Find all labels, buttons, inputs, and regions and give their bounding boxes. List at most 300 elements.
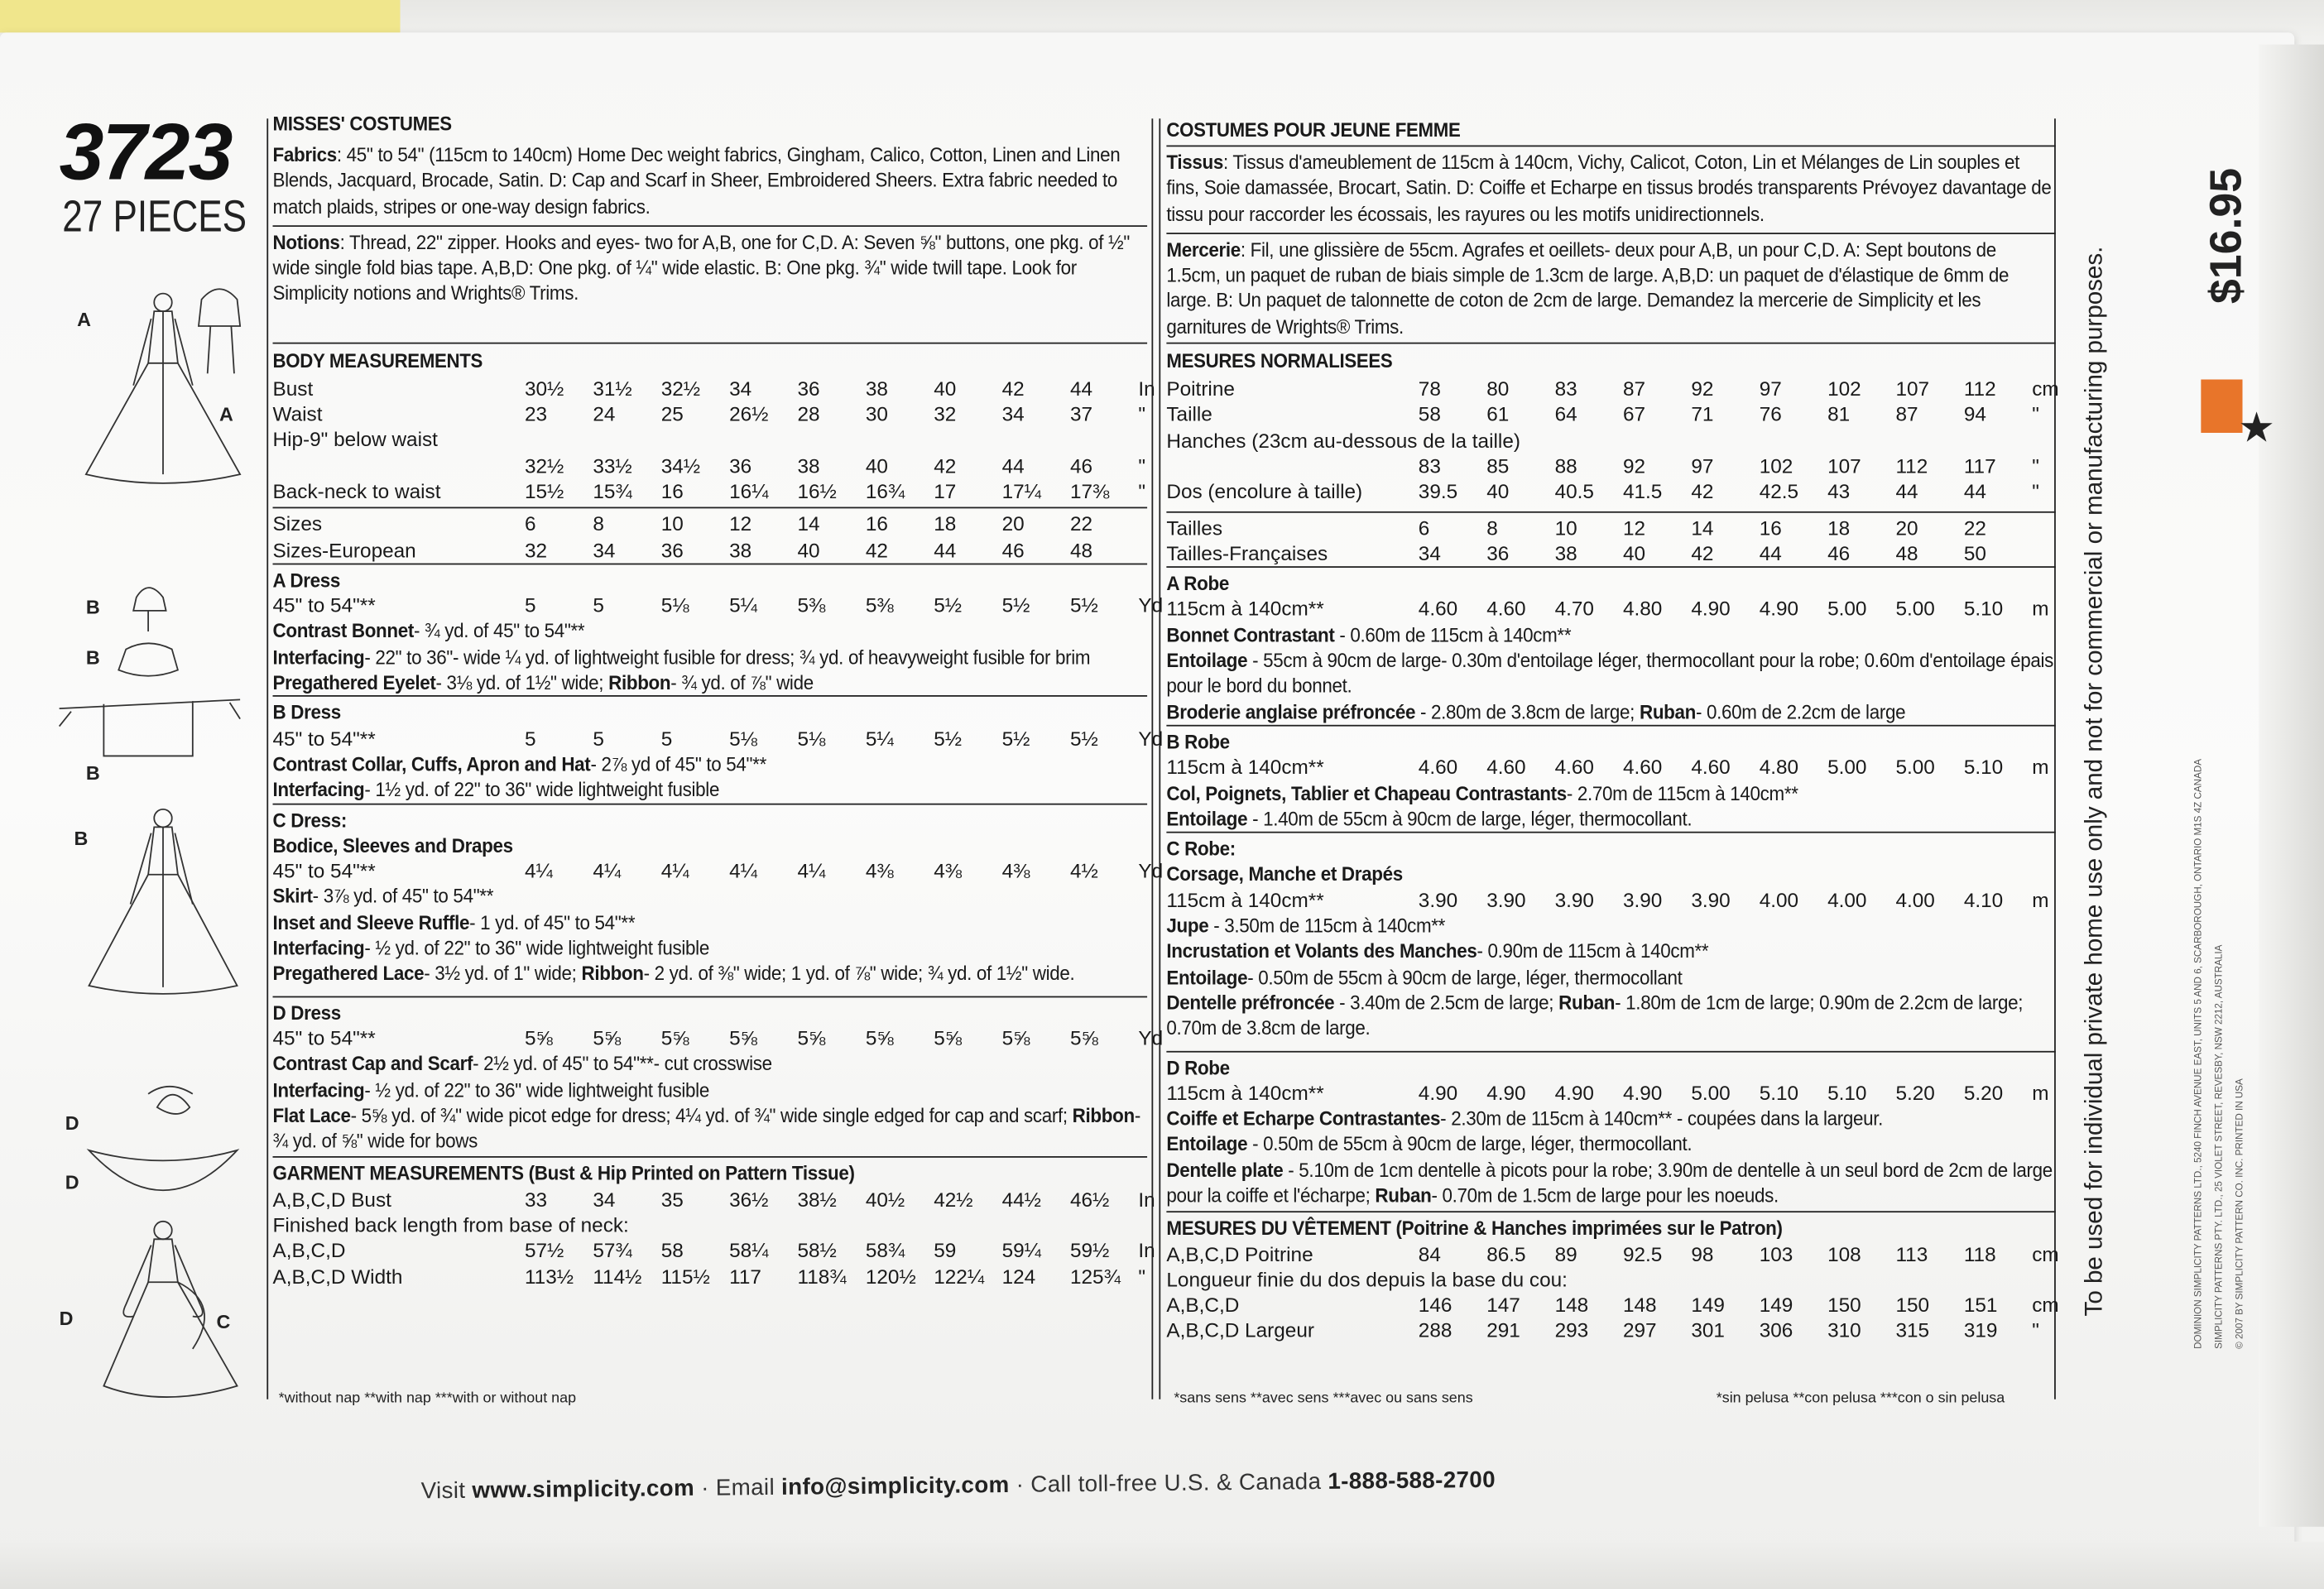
row-label: A,B,C,D <box>272 1239 346 1262</box>
cell-value: 44½ <box>1001 1188 1041 1211</box>
fr-c-line3 <box>1166 964 2054 990</box>
fr-body-table <box>1166 377 2077 505</box>
table-row <box>273 511 1184 537</box>
fr-a-robe <box>1166 566 2055 724</box>
cell-value: 83 <box>1418 454 1441 478</box>
cell-value: 4.60 <box>1486 598 1526 621</box>
fr-d-line2 <box>1166 1131 2054 1157</box>
view-letter-b-collar: B <box>85 646 100 669</box>
en-a-dress <box>272 563 1164 695</box>
cell-value: 16½ <box>797 480 837 503</box>
cell-value: 5.10 <box>1827 1082 1867 1104</box>
unit-label: m <box>2032 598 2049 621</box>
cell-value: 107 <box>1895 377 1930 401</box>
cell-value: 8 <box>593 513 604 536</box>
table-row <box>1166 755 2077 780</box>
es-footnote: *sin pelusa **con pelusa ***con o sin pelusa <box>1716 1390 2005 1407</box>
table-row <box>273 537 1184 563</box>
address-line-2: SIMPLICITY PATTERNS PTY. LTD., 25 VIOLET STREET, REVESBY, NSW 2212, AUSTRALIA <box>2214 944 2226 1349</box>
cell-value: 32 <box>524 539 548 562</box>
fr-b-title: B Robe <box>1166 730 1230 753</box>
row-label: Finished back length from base of neck: <box>272 1213 629 1236</box>
cell-value: 17¼ <box>1001 480 1041 503</box>
fr-garment-measurements <box>1166 1212 2059 1344</box>
cell-value: 4.60 <box>1418 598 1458 621</box>
en-c-sub: Bodice, Sleeves and Drapes <box>272 834 513 857</box>
fr-d-line3 <box>1166 1157 2054 1208</box>
row-label: Hip-9" below waist <box>272 429 438 452</box>
cell-value: 57¾ <box>593 1239 632 1262</box>
cell-value: 5⅝ <box>797 1027 826 1049</box>
sketch-d-dress <box>103 1222 237 1397</box>
en-a-line3 <box>273 670 1146 696</box>
fr-c-line2 <box>1166 939 2054 964</box>
en-a-line1 <box>273 619 1146 645</box>
view-letter-d-cap: D <box>65 1111 79 1135</box>
cell-value: 43 <box>1827 480 1851 503</box>
fr-mercerie-section <box>1166 233 2055 339</box>
en-body-table <box>273 377 1184 505</box>
cell-value: 4½ <box>1069 860 1098 882</box>
cell-value: 89 <box>1554 1242 1577 1265</box>
row-label: 45" to 54"** <box>272 860 376 882</box>
cell-value: 149 <box>1691 1294 1725 1317</box>
fr-c-l2-text: - 0.90m de 115cm à 140cm** <box>1477 940 1709 963</box>
fr-d-l2-text: - 0.50m de 55cm à 90cm de large, léger, thermocollant. <box>1247 1133 1693 1155</box>
table-row <box>273 1264 1184 1289</box>
price-color-square <box>2201 380 2242 433</box>
cell-value: 25 <box>660 403 684 426</box>
cell-value: 146 <box>1418 1294 1452 1317</box>
cell-value: 4.60 <box>1554 756 1594 779</box>
table-row <box>1166 428 2077 454</box>
fr-body-measurements <box>1166 343 2059 505</box>
cell-value: 5 <box>524 594 536 617</box>
cell-value: 67 <box>1622 403 1646 426</box>
unit-label: In <box>1138 1239 1155 1262</box>
view-letter-c-dress: C <box>216 1310 231 1333</box>
en-c-l4b-text: - 2 yd. of ⅜" wide; 1 yd. of ⅞" wide; ¾ yd. of 1½" wide. <box>643 962 1075 985</box>
cell-value: 8 <box>1486 516 1498 540</box>
cell-value: 39.5 <box>1418 480 1458 503</box>
cell-value: 4¼ <box>524 860 553 882</box>
en-b-title: B Dress <box>272 701 341 724</box>
cell-value: 4.90 <box>1486 1082 1526 1104</box>
envelope-right-edge <box>2259 45 2324 1527</box>
row-label: Dos (encolure à taille) <box>1166 480 1363 503</box>
french-column <box>1166 110 2059 1345</box>
cell-value: 14 <box>1691 516 1714 540</box>
fr-c-l1-text: - 3.50m de 115cm à 140cm** <box>1208 915 1446 937</box>
en-d-l3-text: - 5⅝ yd. of ¾" wide picot edge for dress; 4¼ yd. of ¾" wide single edged for cap and scarf; <box>350 1103 1073 1126</box>
en-notions-text: : Thread, 22" zipper. Hooks and eyes- two for A,B, one for C,D. A: Seven ⅝" buttons, one pkg. of ½" wide single fold bias tape. A,B,D: One pkg. of ¼" wide elastic. B: One pkg. ¾" wide twill tape. Look for Simplicity notions and Wrights® Trims. <box>272 231 1130 305</box>
en-b-l2-text: - 1½ yd. of 22" to 36" wide lightweight fusible <box>364 778 720 801</box>
cell-value: 4.70 <box>1554 598 1594 621</box>
row-label: Longueur finie du dos depuis la base du cou: <box>1166 1268 1568 1291</box>
table-row <box>1166 454 2077 479</box>
cell-value: 20 <box>1895 516 1918 540</box>
en-c-line2 <box>273 910 1146 935</box>
cell-value: 4.90 <box>1622 1082 1663 1104</box>
cell-value: 125¾ <box>1069 1265 1121 1288</box>
cell-value: 5½ <box>934 594 963 617</box>
row-label: Back-neck to waist <box>272 480 441 503</box>
cell-value: 46½ <box>1069 1188 1110 1211</box>
cell-value: 4¼ <box>593 860 622 882</box>
cell-value: 31½ <box>593 377 632 401</box>
row-label: A,B,C,D Largeur <box>1166 1319 1314 1342</box>
fr-b-yardage <box>1166 755 2077 780</box>
cell-value: 3.90 <box>1486 889 1526 911</box>
cell-value: 5¼ <box>865 727 894 750</box>
en-a-l3-text: - 3⅛ yd. of 1½" wide; <box>435 671 609 694</box>
fr-c-robe <box>1166 832 2055 1041</box>
en-d-l1-label: Contrast Cap and Scarf <box>272 1053 473 1075</box>
table-row <box>1166 1080 2077 1106</box>
cell-value: 85 <box>1486 454 1510 478</box>
cell-value: 38 <box>865 377 888 401</box>
cell-value: 46 <box>1069 454 1093 478</box>
cell-value: 88 <box>1554 454 1577 478</box>
fr-sizes-table <box>1166 516 2077 567</box>
cell-value: 5½ <box>934 727 963 750</box>
table-row <box>1166 1293 2077 1318</box>
fr-c-title: C Robe: <box>1166 838 1236 861</box>
cell-value: 4.90 <box>1554 1082 1594 1104</box>
fr-b-line1 <box>1166 780 2054 806</box>
cell-value: 5.00 <box>1691 1082 1731 1104</box>
en-a-line2 <box>273 645 1146 670</box>
cell-value: 42.5 <box>1759 480 1799 503</box>
cell-value: 64 <box>1554 403 1577 426</box>
en-c-l4b-label: Ribbon <box>581 962 644 985</box>
unit-label: Yd <box>1138 594 1164 617</box>
cell-value: 42½ <box>934 1188 973 1211</box>
cell-value: 32½ <box>660 377 701 401</box>
en-c-l4-label: Pregathered Lace <box>272 962 425 985</box>
cell-value: 15½ <box>524 480 564 503</box>
fr-a-title: A Robe <box>1166 572 1229 595</box>
fr-b-l1-label: Col, Poignets, Tablier et Chapeau Contrastants <box>1166 781 1567 804</box>
fr-c-l4b-text: - 1.80m de 1cm de large; 0.90m de 2.2cm de large; 0.70m de 3.8cm de large. <box>1166 991 2024 1039</box>
cell-value: 92 <box>1622 454 1646 478</box>
table-row <box>273 1025 1184 1051</box>
cell-value: 58 <box>660 1239 684 1262</box>
view-letter-d-scarf: D <box>65 1170 79 1193</box>
view-letter-b-hat: B <box>85 596 100 618</box>
fr-tissus-text: : Tissus d'ameublement de 115cm à 140cm, Vichy, Calicot, Coton, Lin et Mélanges de Lin souples et fins, Soie damassée, Brocart, Satin. D: Coiffe et Echarpe en tissus brodés transparents Prévoyez davantage de tissu pour raccorder les écossais, les rayures ou les motifs unidirectionnels. <box>1166 151 2052 225</box>
fr-mercerie-label: Mercerie <box>1166 238 1241 262</box>
cell-value: 28 <box>797 403 820 426</box>
en-a-l3b-label: Ribbon <box>608 671 671 694</box>
cell-value: 22 <box>1069 513 1093 536</box>
fr-c-yardage <box>1166 887 2077 913</box>
cell-value: 87 <box>1895 403 1918 426</box>
cell-value: 113½ <box>524 1265 574 1288</box>
fr-title: COSTUMES POUR JEUNE FEMME <box>1166 118 1461 142</box>
row-label: Tailles <box>1166 516 1223 540</box>
cell-value: 301 <box>1691 1319 1725 1342</box>
en-c-line1 <box>273 884 1146 910</box>
cell-value: 41.5 <box>1622 480 1663 503</box>
en-a-l3-label: Pregathered Eyelet <box>272 671 436 694</box>
fr-garment-table <box>1166 1241 2077 1344</box>
yellow-strip <box>0 0 401 32</box>
fr-d-l3b-text: - 0.70m de 1.5cm de large pour les noeuds. <box>1431 1184 1779 1207</box>
cell-value: 84 <box>1418 1242 1441 1265</box>
cell-value: 4.10 <box>1963 889 2004 911</box>
en-d-title: D Dress <box>272 1001 341 1024</box>
row-label: Hanches (23cm au-dessous de la taille) <box>1166 429 1520 452</box>
row-label <box>273 453 525 478</box>
unit-label: cm <box>2032 1294 2059 1317</box>
en-c-title: C Dress: <box>272 809 347 831</box>
table-row <box>273 858 1184 884</box>
cell-value: 117 <box>1963 454 1996 478</box>
cell-value: 38 <box>1554 542 1577 565</box>
fr-mercerie-text: : Fil, une glissière de 55cm. Agrafes et oeillets- deux pour A,B, un pour C,D. A: Sept boutons de 1.5cm, un paquet de ruban de biais simple de 1.3cm de large. A,B,D: un paquet de d'élastique de 6mm de large. B: Un paquet de talonnette de coton de 2cm de large. Demandez la mercerie de Simplicity et les garnitures de Wrights® Trims. <box>1166 238 2009 338</box>
fr-a-l2-text: - 55cm à 90cm de large- 0.30m d'entoilage léger, thermocollant pour la robe; 0.60m d'entoilage épais pour le bord du bonnet. <box>1166 649 2053 698</box>
table-row <box>1166 516 2077 541</box>
cell-value: 36 <box>660 539 684 562</box>
cell-value: 44 <box>1895 480 1918 503</box>
cell-value: 35 <box>660 1188 684 1211</box>
cell-value: 3.90 <box>1418 889 1458 911</box>
cell-value: 149 <box>1759 1294 1793 1317</box>
cell-value: 102 <box>1759 454 1793 478</box>
cell-value: 306 <box>1759 1319 1793 1342</box>
cell-value: 5⅝ <box>1001 1027 1030 1049</box>
cell-value: 4⅜ <box>865 860 894 882</box>
unit-label: " <box>2032 480 2039 503</box>
cell-value: 5⅜ <box>865 594 894 617</box>
cell-value: 5⅝ <box>593 1027 622 1049</box>
row-label: Taille <box>1166 403 1212 426</box>
sketch-a-dress <box>86 294 240 483</box>
table-row <box>1166 377 2077 402</box>
cell-value: 44 <box>1759 542 1782 565</box>
fr-garment-title: MESURES DU VÊTEMENT (Poitrine & Hanches imprimées sur le Patron) <box>1166 1217 1783 1240</box>
cell-value: 42 <box>1001 377 1025 401</box>
cell-value: 310 <box>1827 1319 1861 1342</box>
row-label: Bust <box>272 377 314 401</box>
fr-a-l1-label: Bonnet Contrastant <box>1166 623 1335 646</box>
cell-value: 5.10 <box>1963 598 2004 621</box>
cell-value: 4.60 <box>1486 756 1526 779</box>
row-label: 45" to 54"** <box>272 727 376 750</box>
cell-value: 5.00 <box>1895 756 1935 779</box>
table-row <box>1166 479 2077 505</box>
row-label: Poitrine <box>1166 377 1235 401</box>
cell-value: 38 <box>797 454 820 478</box>
sketch-b-apron <box>60 699 240 756</box>
fr-tissus <box>1166 150 2054 227</box>
cell-value: 86.5 <box>1486 1242 1526 1265</box>
en-b-l2-label: Interfacing <box>272 778 365 801</box>
cell-value: 48 <box>1895 542 1918 565</box>
fr-c-l4b-label: Ruban <box>1558 991 1616 1014</box>
pieces-count: 27 PIECES <box>62 192 247 242</box>
cell-value: 5⅝ <box>660 1027 689 1049</box>
cell-value: 5.10 <box>1759 1082 1799 1104</box>
cell-value: 5⅝ <box>865 1027 894 1049</box>
cell-value: 92.5 <box>1622 1242 1663 1265</box>
en-c-l3-label: Interfacing <box>272 936 365 959</box>
cell-value: 102 <box>1827 377 1861 401</box>
fr-a-l3-text: - 2.80m de 3.8cm de large; <box>1415 700 1640 723</box>
cell-value: 44 <box>1069 377 1093 401</box>
cell-value: 46 <box>1827 542 1851 565</box>
fr-a-l2-label: Entoilage <box>1166 649 1248 672</box>
fr-d-l1-text: - 2.30m de 115cm à 140cm** - coupées dans la largeur. <box>1440 1107 1884 1130</box>
cell-value: 42 <box>1691 542 1714 565</box>
fr-footnote: *sans sens **avec sens ***avec ou sans sens <box>1174 1390 1473 1407</box>
cell-value: 34 <box>1418 542 1441 565</box>
cell-value: 76 <box>1759 403 1782 426</box>
cell-value: 46 <box>1001 539 1025 562</box>
sketch-d-scarf <box>89 1150 237 1190</box>
cell-value: 94 <box>1963 403 1986 426</box>
cell-value: 20 <box>1001 513 1025 536</box>
table-row <box>1166 887 2077 913</box>
fr-c-l4-text: - 3.40m de 2.5cm de large; <box>1334 991 1559 1014</box>
sketch-b-hat <box>133 588 166 631</box>
cell-value: 83 <box>1554 377 1577 401</box>
cell-value: 34½ <box>660 454 701 478</box>
en-a-l2-label: Interfacing <box>272 646 365 669</box>
cell-value: 87 <box>1622 377 1646 401</box>
cell-value: 5.20 <box>1895 1082 1935 1104</box>
cell-value: 59½ <box>1069 1239 1110 1262</box>
unit-label: Yd <box>1138 727 1164 750</box>
table-row <box>273 726 1184 751</box>
cell-value: 5⅝ <box>729 1027 757 1049</box>
en-b-line2 <box>273 777 1146 803</box>
unit-label <box>2032 516 2077 541</box>
fr-c-line4 <box>1166 990 2054 1041</box>
cell-value: 118¾ <box>797 1265 847 1288</box>
sketch-b-collar <box>118 643 178 675</box>
cell-value: 97 <box>1759 377 1782 401</box>
cell-value: 40 <box>797 539 820 562</box>
en-sizes-table <box>273 511 1184 563</box>
cell-value: 5½ <box>1069 727 1098 750</box>
cell-value: 112 <box>1895 454 1928 478</box>
en-d-yardage <box>273 1025 1184 1051</box>
en-c-l2-label: Inset and Sleeve Ruffle <box>272 910 470 934</box>
address-line-1: DOMINION SIMPLICITY PATTERNS LTD., 5240 FINCH AVENUE EAST, UNITS 5 AND 6, SCARBOROUGH, ONTARIO M1S 4Z CANADA <box>2193 758 2204 1349</box>
en-notions-section <box>273 225 1148 306</box>
cell-value: 17 <box>934 480 957 503</box>
en-d-dress <box>272 996 1164 1154</box>
cell-value: 12 <box>1622 516 1646 540</box>
en-d-line1 <box>273 1051 1146 1077</box>
cell-value: 10 <box>1554 516 1577 540</box>
cell-value: 38½ <box>797 1188 837 1211</box>
cell-value: 103 <box>1759 1242 1793 1265</box>
fr-b-line2 <box>1166 806 2054 832</box>
en-d-l3b-text: - ¾ yd. of ⅝" wide for bows <box>272 1103 1140 1152</box>
cell-value: 50 <box>1963 542 1986 565</box>
cell-value: 97 <box>1691 454 1714 478</box>
unit-label: " <box>1138 480 1145 503</box>
fr-d-robe <box>1166 1050 2055 1208</box>
cell-value: 40 <box>1622 542 1646 565</box>
cell-value: 36 <box>797 377 820 401</box>
cell-value: 4¼ <box>797 860 826 882</box>
star-icon: ★ <box>2238 404 2276 451</box>
en-b-l1-label: Contrast Collar, Cuffs, Apron and Hat <box>272 752 591 775</box>
cell-value: 40.5 <box>1554 480 1594 503</box>
row-label: Waist <box>272 403 323 426</box>
cell-value: 107 <box>1827 454 1861 478</box>
cell-value: 92 <box>1691 377 1714 401</box>
cell-value: 26½ <box>729 403 769 426</box>
cell-value: 5 <box>660 727 673 750</box>
table-row <box>273 478 1184 504</box>
cell-value: 4.00 <box>1827 889 1867 911</box>
fr-d-l3-text: - 5.10m de 1cm dentelle à picots pour la robe; 3.90m de dentelle à un seul bord de 2cm de large pour la coiffe et l'écharpe; <box>1166 1159 2053 1207</box>
cell-value: 150 <box>1895 1294 1930 1317</box>
row-label: 115cm à 140cm** <box>1166 889 1324 911</box>
fr-d-l1-label: Coiffe et Echarpe Contrastantes <box>1166 1107 1441 1130</box>
en-d-l2-label: Interfacing <box>272 1078 365 1101</box>
cell-value: 58¾ <box>865 1239 905 1262</box>
en-c-l3-text: - ½ yd. of 22" to 36" wide lightweight fusible <box>364 936 709 959</box>
row-label: 45" to 54"** <box>272 594 376 617</box>
fr-a-l3b-label: Ruban <box>1639 700 1697 723</box>
en-fabrics <box>273 142 1146 219</box>
unit-label: m <box>2032 756 2049 779</box>
cell-value: 3.90 <box>1554 889 1594 911</box>
cell-value: 30 <box>865 403 888 426</box>
unit-label: " <box>1138 403 1145 426</box>
cell-value: 42 <box>865 539 888 562</box>
cell-value: 5⅝ <box>934 1027 963 1049</box>
cell-value: 22 <box>1963 516 1986 540</box>
fr-a-line3 <box>1166 699 2054 725</box>
unit-label: In <box>1138 1188 1155 1211</box>
cell-value: 10 <box>660 513 684 536</box>
view-letter-a-bonnet: A <box>219 403 233 426</box>
cell-value: 40 <box>865 454 888 478</box>
cell-value: 59 <box>934 1239 957 1262</box>
cell-value: 18 <box>934 513 957 536</box>
cell-value: 124 <box>1001 1265 1036 1288</box>
pattern-number: 3723 <box>59 108 232 198</box>
cell-value: 24 <box>593 403 616 426</box>
cell-value: 42 <box>1691 480 1714 503</box>
cell-value: 5⅛ <box>797 727 826 750</box>
en-b-line1 <box>273 751 1146 777</box>
cell-value: 115½ <box>660 1265 710 1288</box>
cell-value: 4.60 <box>1691 756 1731 779</box>
fr-a-line2 <box>1166 648 2054 699</box>
disclaimer: To be used for individual private home use only and not for commercial or manufacturing purposes. <box>2081 246 2108 1317</box>
en-d-l2-text: - ½ yd. of 22" to 36" wide lightweight fusible <box>364 1078 709 1101</box>
row-label <box>1166 454 1418 479</box>
row-label: 115cm à 140cm** <box>1166 756 1324 779</box>
cell-value: 40 <box>1486 480 1510 503</box>
unit-label: In <box>1138 377 1155 401</box>
cell-value: 4¼ <box>729 860 757 882</box>
en-a-l1-text: - ¾ yd. of 45" to 54"** <box>414 620 585 643</box>
cell-value: 118 <box>1963 1242 1996 1265</box>
en-a-yardage <box>273 593 1184 619</box>
cell-value: 148 <box>1554 1294 1589 1317</box>
cell-value: 3.90 <box>1622 889 1663 911</box>
cell-value: 17⅜ <box>1069 480 1110 503</box>
